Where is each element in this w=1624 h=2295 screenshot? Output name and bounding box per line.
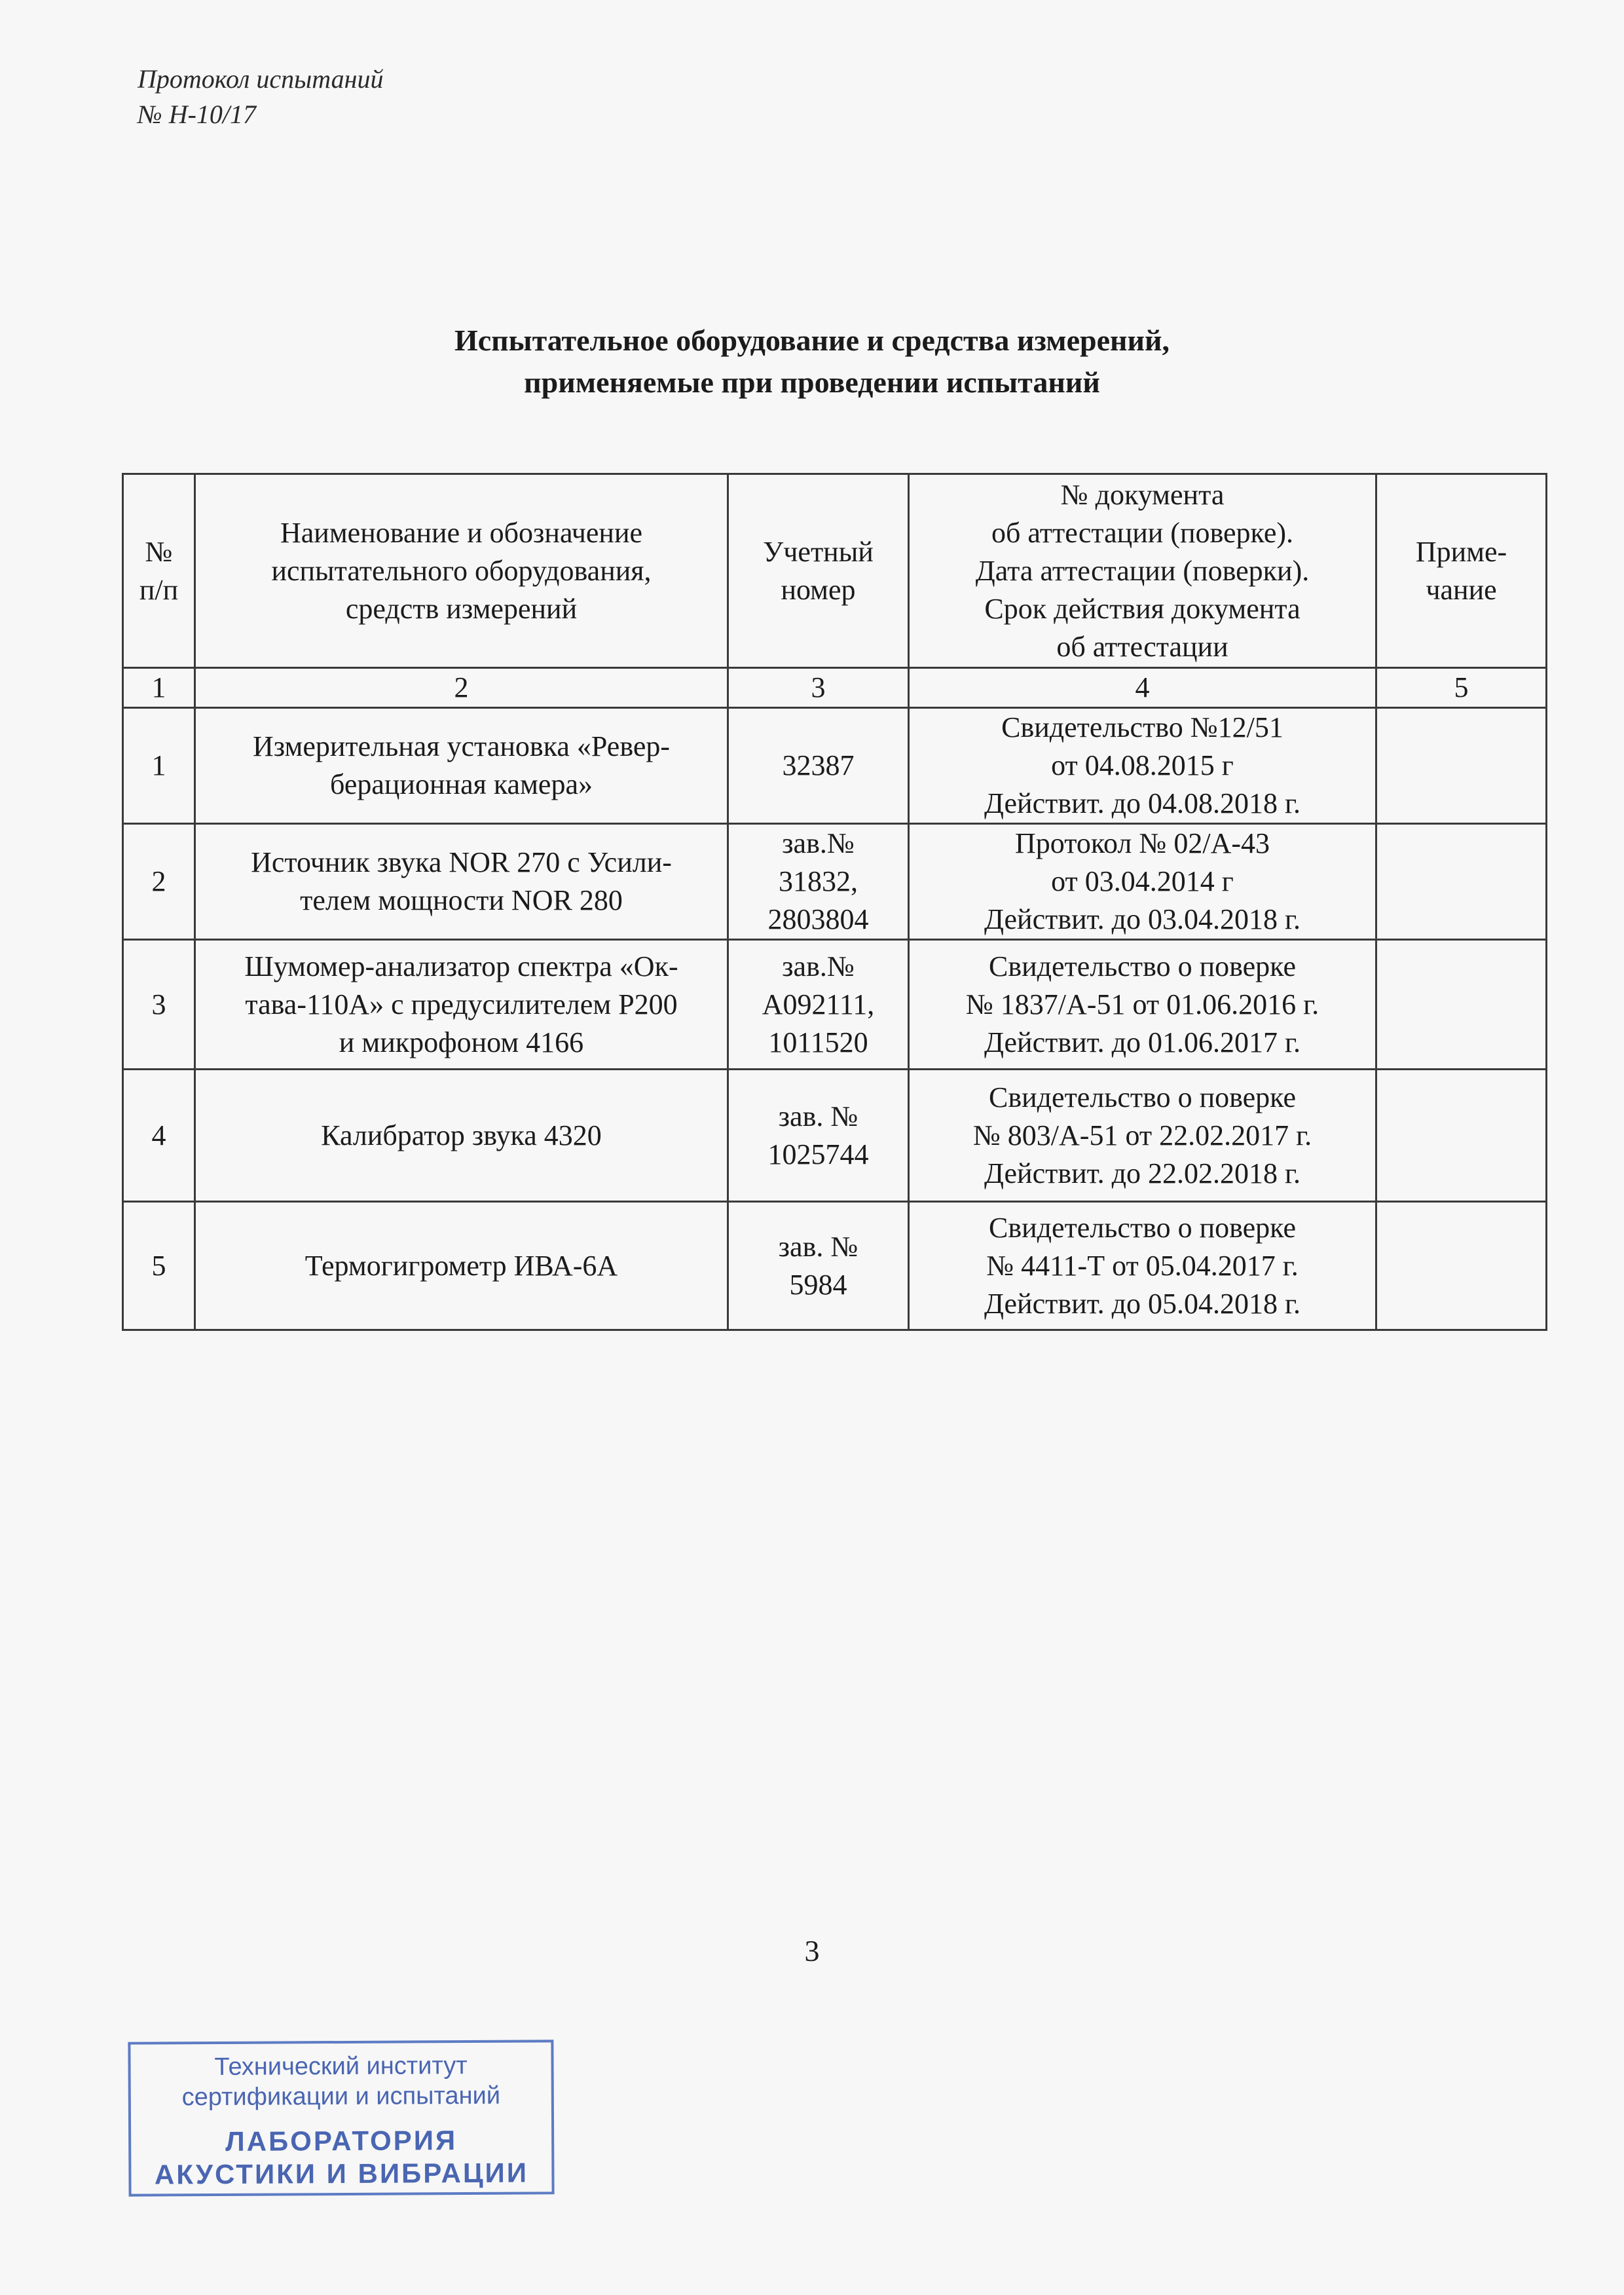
- section-title-line-1: Испытательное оборудование и средства измерений,: [454, 324, 1170, 357]
- account-number: зав.№ А092111, 1011520: [728, 940, 909, 1070]
- table-row: [123, 708, 1547, 824]
- row-number: 5: [123, 1202, 195, 1330]
- note-cell: [1376, 1070, 1547, 1202]
- equipment-name: Источник звука NOR 270 с Усили- телем мощности NOR 280: [195, 824, 728, 940]
- certification-document: Свидетельство о поверке № 1837/А-51 от 01.06.2016 г. Действит. до 01.06.2017 г.: [909, 940, 1376, 1070]
- column-number: 5: [1376, 668, 1547, 708]
- row-number: 2: [123, 824, 195, 940]
- equipment-name: Термогигрометр ИВА-6А: [195, 1202, 728, 1330]
- certification-document: Протокол № 02/А-43 от 03.04.2014 г Действит. до 03.04.2018 г.: [909, 824, 1376, 940]
- table-row: [123, 940, 1547, 1070]
- certification-document: Свидетельство о поверке № 4411-Т от 05.04.2017 г. Действит. до 05.04.2018 г.: [909, 1202, 1376, 1330]
- row-number: 3: [123, 940, 195, 1070]
- section-title: [0, 320, 1624, 403]
- stamp-lab-line-2: АКУСТИКИ И ВИБРАЦИИ: [154, 2157, 529, 2190]
- equipment-name: Шумомер-анализатор спектра «Ок- тава-110А» с предусилителем Р200 и микрофоном 4166: [195, 940, 728, 1070]
- stamp-institute-line-2: сертификации и испытаний: [181, 2081, 501, 2112]
- stamp-institute-line-1: Технический институт: [214, 2051, 468, 2081]
- note-cell: [1376, 1202, 1547, 1330]
- column-number: 4: [909, 668, 1376, 708]
- equipment-name: Калибратор звука 4320: [195, 1070, 728, 1202]
- column-header-number: № п/п: [123, 474, 195, 668]
- column-number: 3: [728, 668, 909, 708]
- account-number: зав. № 5984: [728, 1202, 909, 1330]
- table-row: [123, 1202, 1547, 1330]
- column-numbers-row: [123, 668, 1547, 708]
- column-header-note: Приме- чание: [1376, 474, 1547, 668]
- certification-document: Свидетельство №12/51 от 04.08.2015 г Действит. до 04.08.2018 г.: [909, 708, 1376, 824]
- laboratory-stamp: [128, 2040, 554, 2196]
- column-header-name: Наименование и обозначение испытательного оборудования, средств измерений: [195, 474, 728, 668]
- protocol-number: № Н-10/17: [138, 100, 257, 129]
- account-number: зав. № 1025744: [728, 1070, 909, 1202]
- table-row: [123, 1070, 1547, 1202]
- table-row: [123, 824, 1547, 940]
- row-number: 1: [123, 708, 195, 824]
- account-number: зав.№ 31832, 2803804: [728, 824, 909, 940]
- protocol-title: Протокол испытаний: [138, 64, 384, 94]
- note-cell: [1376, 824, 1547, 940]
- equipment-table: [122, 473, 1547, 1331]
- table-header-row: [123, 474, 1547, 668]
- note-cell: [1376, 940, 1547, 1070]
- equipment-name: Измерительная установка «Ревер- берационная камера»: [195, 708, 728, 824]
- page-number: 3: [804, 1934, 820, 1968]
- stamp-lab-line-1: ЛАБОРАТОРИЯ: [225, 2125, 458, 2157]
- column-number: 2: [195, 668, 728, 708]
- note-cell: [1376, 708, 1547, 824]
- protocol-header: [138, 62, 383, 132]
- certification-document: Свидетельство о поверке № 803/А-51 от 22.02.2017 г. Действит. до 22.02.2018 г.: [909, 1070, 1376, 1202]
- column-number: 1: [123, 668, 195, 708]
- column-header-document: № документа об аттестации (поверке). Дата аттестации (поверки). Срок действия документа об аттестации: [909, 474, 1376, 668]
- account-number: 32387: [728, 708, 909, 824]
- column-header-account-number: Учетный номер: [728, 474, 909, 668]
- section-title-line-2: применяемые при проведении испытаний: [524, 365, 1100, 399]
- row-number: 4: [123, 1070, 195, 1202]
